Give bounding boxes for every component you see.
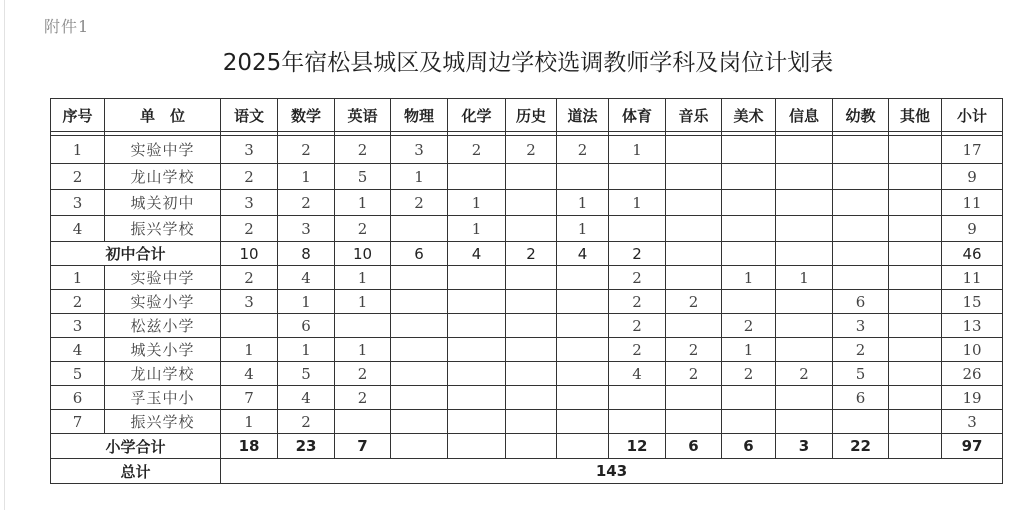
count-cell	[722, 216, 776, 242]
subtotal-cell: 10	[221, 242, 278, 266]
count-cell: 26	[942, 362, 1003, 386]
count-cell: 3	[278, 216, 335, 242]
column-header: 语文	[221, 99, 278, 132]
count-cell: 1	[722, 338, 776, 362]
row-number-cell: 3	[51, 190, 105, 216]
subtotal-cell	[506, 434, 557, 459]
count-cell	[666, 190, 722, 216]
count-cell: 4	[278, 386, 335, 410]
count-cell	[889, 314, 942, 338]
count-cell: 2	[557, 136, 609, 164]
count-cell	[506, 266, 557, 290]
count-cell	[391, 386, 448, 410]
row-number-cell: 5	[51, 362, 105, 386]
count-cell: 1	[221, 338, 278, 362]
unit-name-cell: 龙山学校	[105, 164, 221, 190]
count-cell: 1	[391, 164, 448, 190]
count-cell	[833, 190, 889, 216]
attachment-label: 附件1	[44, 17, 90, 36]
subtotal-cell: 6	[722, 434, 776, 459]
count-cell	[889, 386, 942, 410]
table-row	[51, 190, 1003, 216]
count-cell	[666, 386, 722, 410]
count-cell	[609, 216, 666, 242]
row-number-cell: 4	[51, 338, 105, 362]
count-cell: 4	[278, 266, 335, 290]
count-cell	[889, 338, 942, 362]
count-cell: 2	[666, 362, 722, 386]
count-cell	[666, 216, 722, 242]
count-cell	[391, 290, 448, 314]
subtotal-cell	[776, 242, 833, 266]
subtotal-cell	[557, 434, 609, 459]
count-cell: 1	[448, 216, 506, 242]
count-cell	[889, 136, 942, 164]
row-number-cell: 7	[51, 410, 105, 434]
unit-name-cell: 松兹小学	[105, 314, 221, 338]
column-header: 道法	[557, 99, 609, 132]
count-cell	[776, 216, 833, 242]
subtotal-row	[51, 434, 1003, 459]
count-cell: 3	[221, 290, 278, 314]
count-cell	[448, 314, 506, 338]
count-cell	[557, 362, 609, 386]
count-cell: 7	[221, 386, 278, 410]
count-cell	[506, 290, 557, 314]
column-header: 英语	[335, 99, 391, 132]
grand-total-value: 143	[221, 459, 1003, 484]
count-cell: 2	[335, 386, 391, 410]
count-cell: 2	[335, 136, 391, 164]
column-header: 美术	[722, 99, 776, 132]
count-cell	[448, 164, 506, 190]
count-cell: 2	[609, 290, 666, 314]
count-cell	[557, 290, 609, 314]
count-cell	[889, 410, 942, 434]
column-header: 小计	[942, 99, 1003, 132]
column-header: 序号	[51, 99, 105, 132]
count-cell	[335, 314, 391, 338]
subtotal-cell	[722, 242, 776, 266]
subtotal-cell	[391, 434, 448, 459]
count-cell: 2	[221, 266, 278, 290]
subtotal-cell	[448, 434, 506, 459]
count-cell: 11	[942, 266, 1003, 290]
count-cell: 2	[221, 216, 278, 242]
count-cell	[833, 136, 889, 164]
count-cell	[776, 314, 833, 338]
row-number-cell: 3	[51, 314, 105, 338]
count-cell	[889, 164, 942, 190]
count-cell	[391, 266, 448, 290]
column-header: 数学	[278, 99, 335, 132]
count-cell: 2	[833, 338, 889, 362]
subtotal-cell: 4	[448, 242, 506, 266]
count-cell	[889, 266, 942, 290]
count-cell: 2	[609, 314, 666, 338]
column-header: 信息	[776, 99, 833, 132]
count-cell: 2	[391, 190, 448, 216]
count-cell: 15	[942, 290, 1003, 314]
count-cell	[776, 136, 833, 164]
count-cell	[889, 216, 942, 242]
count-cell	[448, 266, 506, 290]
column-header: 单 位	[105, 99, 221, 132]
unit-name-cell: 城关小学	[105, 338, 221, 362]
count-cell	[506, 164, 557, 190]
unit-name-cell: 实验中学	[105, 266, 221, 290]
count-cell	[776, 164, 833, 190]
subtotal-cell: 3	[776, 434, 833, 459]
table-row	[51, 164, 1003, 190]
count-cell	[833, 266, 889, 290]
subtotal-cell: 10	[335, 242, 391, 266]
count-cell	[448, 338, 506, 362]
unit-name-cell: 实验中学	[105, 136, 221, 164]
count-cell	[506, 314, 557, 338]
count-cell: 3	[833, 314, 889, 338]
count-cell	[391, 314, 448, 338]
count-cell: 1	[448, 190, 506, 216]
count-cell: 9	[942, 216, 1003, 242]
count-cell: 2	[666, 338, 722, 362]
count-cell	[666, 164, 722, 190]
count-cell: 2	[609, 338, 666, 362]
table-row	[51, 290, 1003, 314]
table-row	[51, 362, 1003, 386]
grand-total-row	[51, 459, 1003, 484]
count-cell: 2	[609, 266, 666, 290]
table-row	[51, 410, 1003, 434]
unit-name-cell: 龙山学校	[105, 362, 221, 386]
row-number-cell: 6	[51, 386, 105, 410]
subtotal-cell: 6	[666, 434, 722, 459]
count-cell: 2	[666, 290, 722, 314]
count-cell	[889, 190, 942, 216]
count-cell: 1	[278, 338, 335, 362]
count-cell: 2	[278, 190, 335, 216]
count-cell: 2	[448, 136, 506, 164]
subtotal-cell: 23	[278, 434, 335, 459]
subtotal-cell	[889, 434, 942, 459]
subtotal-cell: 46	[942, 242, 1003, 266]
count-cell	[506, 362, 557, 386]
count-cell	[722, 164, 776, 190]
count-cell: 1	[335, 338, 391, 362]
count-cell	[889, 290, 942, 314]
count-cell: 2	[221, 164, 278, 190]
table-row	[51, 314, 1003, 338]
count-cell	[335, 410, 391, 434]
count-cell	[889, 362, 942, 386]
count-cell	[666, 136, 722, 164]
count-cell	[557, 266, 609, 290]
subtotal-cell: 12	[609, 434, 666, 459]
count-cell: 2	[722, 314, 776, 338]
subtotal-cell	[666, 242, 722, 266]
subtotal-cell	[889, 242, 942, 266]
count-cell: 10	[942, 338, 1003, 362]
row-number-cell: 4	[51, 216, 105, 242]
table-row	[51, 216, 1003, 242]
count-cell: 1	[722, 266, 776, 290]
count-cell	[722, 136, 776, 164]
count-cell	[557, 314, 609, 338]
count-cell	[833, 410, 889, 434]
count-cell	[722, 410, 776, 434]
count-cell: 13	[942, 314, 1003, 338]
count-cell: 2	[506, 136, 557, 164]
count-cell: 1	[335, 190, 391, 216]
subtotal-cell: 7	[335, 434, 391, 459]
column-header: 体育	[609, 99, 666, 132]
count-cell	[448, 290, 506, 314]
grand-total-label: 总计	[51, 459, 221, 484]
count-cell	[391, 410, 448, 434]
count-cell: 4	[221, 362, 278, 386]
count-cell	[391, 362, 448, 386]
count-cell: 3	[221, 190, 278, 216]
count-cell: 1	[335, 266, 391, 290]
count-cell	[776, 290, 833, 314]
count-cell: 2	[278, 136, 335, 164]
page-title: 2025年宿松县城区及城周边学校选调教师学科及岗位计划表	[222, 50, 834, 76]
subtotal-cell: 4	[557, 242, 609, 266]
table-row	[51, 338, 1003, 362]
subtotal-cell: 8	[278, 242, 335, 266]
count-cell	[506, 338, 557, 362]
count-cell: 1	[278, 290, 335, 314]
column-header: 历史	[506, 99, 557, 132]
count-cell	[666, 410, 722, 434]
subtotal-cell: 2	[506, 242, 557, 266]
count-cell	[666, 314, 722, 338]
count-cell: 2	[722, 362, 776, 386]
count-cell	[448, 362, 506, 386]
count-cell: 3	[942, 410, 1003, 434]
count-cell	[221, 314, 278, 338]
count-cell	[609, 410, 666, 434]
table-header-row	[51, 99, 1003, 132]
count-cell	[391, 216, 448, 242]
subtotal-label: 初中合计	[51, 242, 221, 266]
subtotal-label: 小学合计	[51, 434, 221, 459]
row-number-cell: 2	[51, 290, 105, 314]
count-cell	[776, 410, 833, 434]
count-cell: 1	[335, 290, 391, 314]
count-cell	[609, 164, 666, 190]
count-cell	[722, 386, 776, 410]
table-row	[51, 386, 1003, 410]
count-cell: 2	[278, 410, 335, 434]
count-cell	[722, 190, 776, 216]
count-cell: 1	[221, 410, 278, 434]
count-cell: 3	[391, 136, 448, 164]
row-number-cell: 1	[51, 266, 105, 290]
count-cell	[776, 190, 833, 216]
count-cell: 11	[942, 190, 1003, 216]
count-cell: 1	[557, 216, 609, 242]
count-cell: 1	[557, 190, 609, 216]
count-cell: 6	[833, 386, 889, 410]
count-cell: 2	[776, 362, 833, 386]
column-header: 幼教	[833, 99, 889, 132]
count-cell	[506, 216, 557, 242]
count-cell: 1	[278, 164, 335, 190]
count-cell: 17	[942, 136, 1003, 164]
count-cell	[776, 386, 833, 410]
unit-name-cell: 实验小学	[105, 290, 221, 314]
column-header: 音乐	[666, 99, 722, 132]
unit-name-cell: 振兴学校	[105, 410, 221, 434]
count-cell	[506, 410, 557, 434]
teacher-plan-table	[50, 98, 1003, 484]
count-cell: 2	[335, 216, 391, 242]
subtotal-cell: 22	[833, 434, 889, 459]
count-cell	[722, 290, 776, 314]
count-cell: 6	[833, 290, 889, 314]
count-cell: 4	[609, 362, 666, 386]
unit-name-cell: 孚玉中小	[105, 386, 221, 410]
count-cell	[776, 338, 833, 362]
count-cell	[609, 386, 666, 410]
count-cell: 2	[335, 362, 391, 386]
count-cell	[506, 190, 557, 216]
column-header: 化学	[448, 99, 506, 132]
count-cell	[448, 386, 506, 410]
count-cell: 3	[221, 136, 278, 164]
subtotal-row	[51, 242, 1003, 266]
count-cell	[557, 164, 609, 190]
unit-name-cell: 城关初中	[105, 190, 221, 216]
count-cell: 19	[942, 386, 1003, 410]
count-cell	[833, 216, 889, 242]
count-cell	[666, 266, 722, 290]
subtotal-cell: 18	[221, 434, 278, 459]
count-cell: 9	[942, 164, 1003, 190]
subtotal-cell: 6	[391, 242, 448, 266]
subtotal-cell: 97	[942, 434, 1003, 459]
count-cell: 6	[278, 314, 335, 338]
count-cell	[557, 386, 609, 410]
unit-name-cell: 振兴学校	[105, 216, 221, 242]
table-row	[51, 266, 1003, 290]
count-cell: 1	[609, 190, 666, 216]
count-cell	[391, 338, 448, 362]
count-cell: 5	[278, 362, 335, 386]
column-header: 物理	[391, 99, 448, 132]
count-cell	[557, 338, 609, 362]
row-number-cell: 1	[51, 136, 105, 164]
count-cell	[506, 386, 557, 410]
count-cell: 5	[335, 164, 391, 190]
subtotal-cell	[833, 242, 889, 266]
row-number-cell: 2	[51, 164, 105, 190]
count-cell: 1	[776, 266, 833, 290]
count-cell	[833, 164, 889, 190]
count-cell: 5	[833, 362, 889, 386]
count-cell	[557, 410, 609, 434]
subtotal-cell: 2	[609, 242, 666, 266]
count-cell	[448, 410, 506, 434]
count-cell: 1	[609, 136, 666, 164]
table-row	[51, 136, 1003, 164]
column-header: 其他	[889, 99, 942, 132]
